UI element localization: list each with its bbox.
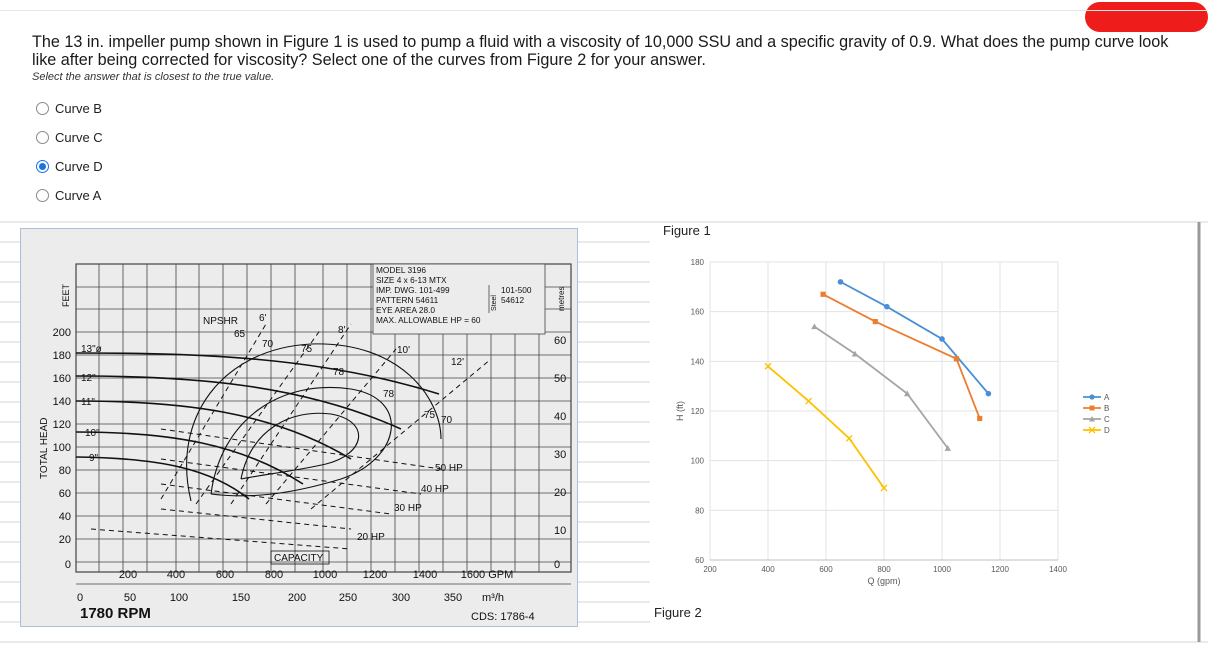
m3h-tick: 300 <box>391 592 411 604</box>
hp-50-label: 50 HP <box>435 463 463 474</box>
x-tick-label: 400 <box>761 565 775 574</box>
y-tick-label: 140 <box>690 357 704 367</box>
npsh-8-label: 8' <box>338 325 346 336</box>
series-d-point <box>846 435 852 441</box>
npsh-6-label: 6' <box>259 313 267 324</box>
x-tick-label: 800 <box>877 565 891 574</box>
y-tick-label: 60 <box>695 556 704 565</box>
legend-marker <box>1089 394 1094 399</box>
eff-65-label: 65 <box>234 329 246 340</box>
eff-78b-label: 78 <box>383 389 395 400</box>
metres-tick: 10 <box>554 525 567 537</box>
gpm-tick: 200 <box>118 569 138 581</box>
series-c-point <box>811 323 817 329</box>
metres-tick: 30 <box>554 449 567 461</box>
option-label: Curve D <box>55 159 103 174</box>
hp-40-label: 40 HP <box>421 484 449 495</box>
radio-button[interactable] <box>36 131 49 144</box>
legend-label: A <box>1104 393 1110 402</box>
figure-2-caption: Figure 2 <box>654 605 702 620</box>
question-text: The 13 in. impeller pump shown in Figure 1 is used to pump a fluid with a viscosity of 10,000 SSU and a specific gravity of 0.9. What does the pump curve look like after being corrected for viscosity? Select one of the curves from Figure 2 for your answer. <box>32 33 1169 69</box>
x-tick-label: 200 <box>703 565 717 574</box>
info-eye-area: EYE AREA 28.0 <box>376 305 436 315</box>
m3h-tick: 250 <box>338 592 358 604</box>
gpm-tick: 400 <box>166 569 186 581</box>
metres-tick: 50 <box>554 373 567 385</box>
info-dwg-alt: 101-500 <box>501 285 532 295</box>
gpm-tick: 800 <box>264 569 284 581</box>
series-b-point <box>977 416 982 421</box>
legend-label: B <box>1104 404 1110 413</box>
feet-tick: 60 <box>58 488 71 500</box>
option-curve-d[interactable] <box>36 159 103 174</box>
x-tick-label: 1000 <box>933 565 951 574</box>
npsh-label: NPSHR <box>203 316 239 327</box>
info-model: MODEL 3196 <box>376 265 426 275</box>
x-axis-title: Q (gpm) <box>867 576 901 586</box>
info-size: SIZE 4 x 6-13 MTX <box>376 275 447 285</box>
info-steel: Steel <box>491 295 498 311</box>
y-tick-label: 180 <box>690 258 704 267</box>
figure-2-chart <box>650 225 1198 630</box>
feet-tick: 80 <box>58 465 71 477</box>
x-tick-label: 600 <box>819 565 833 574</box>
impeller-11-label: 11" <box>81 397 95 408</box>
eff-75-label: 75 <box>301 344 313 355</box>
hp-20-label: 20 HP <box>357 532 385 543</box>
series-a-point <box>838 279 844 285</box>
capacity-label: CAPACITY <box>274 553 324 564</box>
feet-tick: 180 <box>52 350 71 362</box>
series-b-point <box>873 319 878 324</box>
y-tick-label: 80 <box>695 506 704 516</box>
metres-tick: 20 <box>554 487 567 499</box>
answer-hint: Select the answer that is closest to the true value. <box>32 71 275 83</box>
info-imp-dwg: IMP. DWG. 101-499 <box>376 285 450 295</box>
info-pattern: PATTERN 54611 <box>376 295 439 305</box>
gpm-tick: 600 <box>215 569 235 581</box>
metres-tick: 60 <box>554 335 567 347</box>
x-tick-label: 1200 <box>991 565 1009 574</box>
radio-button[interactable] <box>36 189 49 202</box>
eff-70-label: 70 <box>262 339 274 350</box>
gpm-tick: 1400 <box>412 569 438 581</box>
metres-tick: 40 <box>554 411 567 423</box>
impeller-9-label: 9" <box>89 453 99 464</box>
info-pattern-alt: 54612 <box>501 295 525 305</box>
legend-label: D <box>1104 426 1110 435</box>
rpm-label: 1780 RPM <box>80 605 151 622</box>
y-tick-label: 160 <box>690 307 704 317</box>
gpm-tick: 1200 <box>362 569 388 581</box>
series-a-point <box>884 304 890 310</box>
y-tick-label: 120 <box>690 407 704 416</box>
feet-tick: 40 <box>58 511 71 523</box>
m3h-unit: m³/h <box>482 592 504 604</box>
x-tick-label: 1400 <box>1049 565 1067 574</box>
metres-tick: 0 <box>554 559 561 571</box>
series-b-point <box>821 292 826 297</box>
npsh-10-label: 10' <box>397 345 411 356</box>
feet-tick: 160 <box>52 373 71 385</box>
info-max-hp: MAX. ALLOWABLE HP = 60 <box>376 315 481 325</box>
eff-78-label: 78 <box>333 367 345 378</box>
option-curve-c[interactable] <box>36 130 103 145</box>
feet-tick: 200 <box>52 327 71 339</box>
series-b-point <box>954 356 959 361</box>
gpm-tick: 1600 GPM <box>460 569 514 581</box>
m3h-tick: 50 <box>123 592 137 604</box>
series-d-point <box>806 398 812 404</box>
option-label: Curve C <box>55 130 103 145</box>
legend-label: C <box>1104 415 1110 424</box>
m3h-tick: 0 <box>76 592 84 604</box>
header-divider <box>0 10 1208 11</box>
eff-70b-label: 70 <box>441 415 453 426</box>
feet-axis-label: FEET <box>61 283 71 307</box>
legend-marker <box>1090 406 1095 411</box>
gpm-tick: 1000 <box>312 569 338 581</box>
impeller-13-label: 13"ø <box>81 344 102 355</box>
m3h-tick: 350 <box>443 592 463 604</box>
impeller-12-label: 12" <box>81 373 96 384</box>
hp-30-label: 30 HP <box>394 503 422 514</box>
redaction-mark <box>1085 2 1208 32</box>
option-label: Curve B <box>55 101 102 116</box>
feet-tick: 100 <box>52 442 71 454</box>
feet-tick: 120 <box>52 419 71 431</box>
figure-1-caption: Figure 1 <box>663 223 711 238</box>
cds-label: CDS: 1786-4 <box>471 611 535 623</box>
series-a-point <box>986 391 992 397</box>
feet-tick: 140 <box>52 396 71 408</box>
m3h-tick: 100 <box>169 592 189 604</box>
series-a-line <box>841 282 989 394</box>
m3h-tick: 150 <box>231 592 251 604</box>
y-tick-label: 100 <box>690 456 704 466</box>
series-a-point <box>939 336 945 342</box>
feet-tick: 0 <box>64 559 71 571</box>
option-curve-a[interactable] <box>36 188 101 203</box>
m3h-tick: 200 <box>287 592 307 604</box>
option-label: Curve A <box>55 188 102 203</box>
radio-button[interactable] <box>36 102 49 115</box>
total-head-label: TOTAL HEAD <box>39 417 50 479</box>
feet-tick: 20 <box>58 534 71 546</box>
impeller-10-label: 10" <box>85 428 100 439</box>
metres-axis-label: metres <box>557 286 566 311</box>
y-axis-title: H (ft) <box>675 401 685 421</box>
figure-1-pump-curve <box>20 228 578 627</box>
radio-button-selected[interactable] <box>36 160 49 173</box>
eff-75b-label: 75 <box>424 410 436 421</box>
option-curve-b[interactable] <box>36 101 102 116</box>
npsh-12-label: 12' <box>451 357 465 368</box>
